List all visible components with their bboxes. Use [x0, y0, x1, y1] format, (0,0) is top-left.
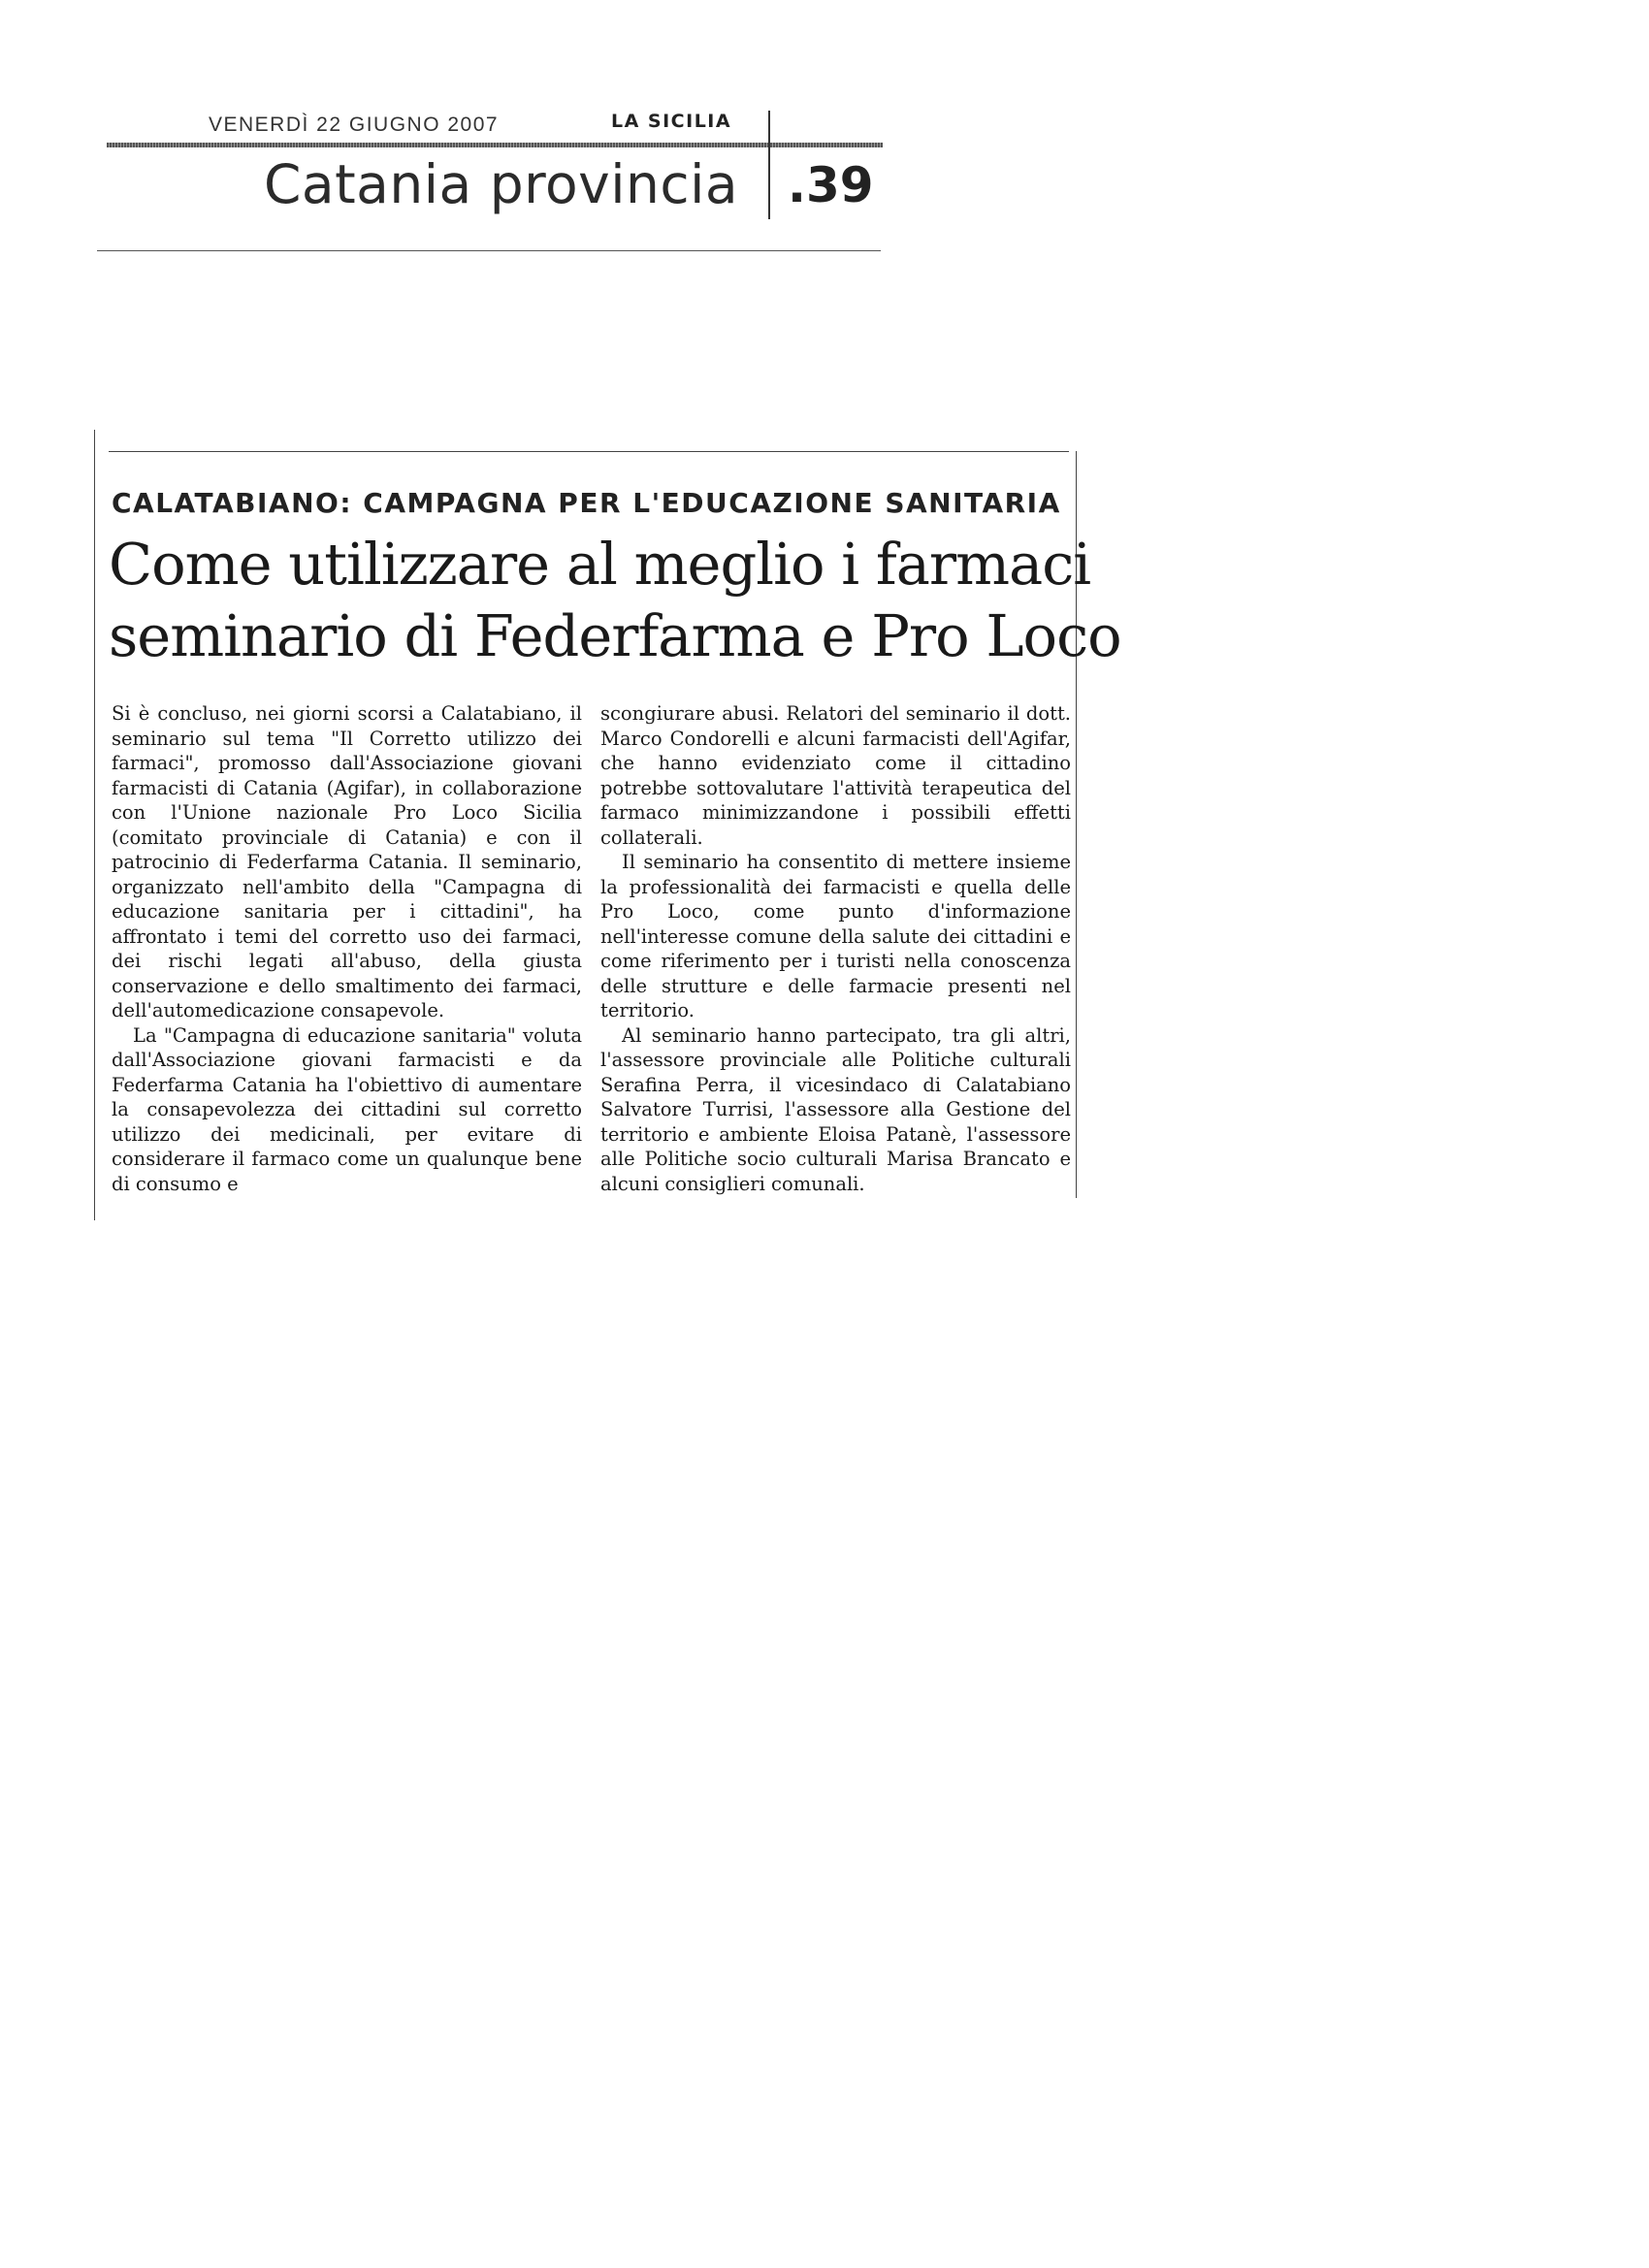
header-rule: [107, 143, 883, 147]
article-paragraph: scongiurare abusi. Relatori del seminario il dott. Marco Condorelli e alcuni farmacisti dell'Agifar, che hanno evidenziato come il cittadino potrebbe sottovalutare l'attività terapeutica del farmaco minimizzandone i possibili effetti collaterali.: [600, 702, 1071, 849]
article-column-right: [600, 701, 1071, 1196]
article-paragraph: La "Campagna di educazione sanitaria" voluta dall'Associazione giovani farmacisti e da Federfarma Catania ha l'obiettivo di aumentare la consapevolezza dei cittadini sul corretto utilizzo dei medicinali, per evitare di considerare il farmaco come un qualunque bene di consumo e: [112, 1023, 582, 1195]
headline-line-2: seminario di Federfarma e Pro Loco: [109, 602, 1121, 669]
page-number: .39: [788, 157, 874, 213]
issue-date: VENERDÌ 22 GIUGNO 2007: [209, 113, 500, 136]
headline-line-1: Come utilizzare al meglio i farmaci: [109, 531, 1091, 598]
article-column-left: [112, 701, 582, 1196]
header-divider: [768, 111, 770, 219]
article-headline: [109, 529, 1121, 672]
article-paragraph: Si è concluso, nei giorni scorsi a Calatabiano, il seminario sul tema "Il Corretto utilizzo dei farmaci", promosso dall'Associazione giovani farmacisti di Catania (Agifar), in collaborazione con l'Unione nazionale Pro Loco Sicilia (comitato provinciale di Catania) e con il patrocinio di Federfarma Catania. Il seminario, organizzato nell'ambito della "Campagna di educazione sanitaria per i cittadini", ha affrontato i temi del corretto uso dei farmaci, dei rischi legati all'abuso, della giusta conservazione e dello smaltimento dei farmaci, dell'automedicazione consapevole.: [112, 702, 582, 1021]
article-kicker: CALATABIANO: CAMPAGNA PER L'EDUCAZIONE SANITARIA: [112, 487, 1061, 519]
article-paragraph: Al seminario hanno partecipato, tra gli altri, l'assessore provinciale alle Politiche culturali Serafina Perra, il vicesindaco di Calatabiano Salvatore Turrisi, l'assessore alla Gestione del territorio e ambiente Eloisa Patanè, l'assessore alle Politiche socio culturali Marisa Brancato e alcuni consiglieri comunali.: [600, 1023, 1071, 1195]
article-left-border: [94, 430, 95, 1220]
article-paragraph: Il seminario ha consentito di mettere insieme la professionalità dei farmacisti e quella delle Pro Loco, come punto d'informazione nell'interesse comune della salute dei cittadini e come riferimento per i turisti nella conoscenza delle strutture e delle farmacie presenti nel territorio.: [600, 851, 1071, 1021]
page-header: [97, 107, 883, 262]
section-title: Catania provincia: [264, 153, 739, 215]
article: [94, 427, 1121, 1222]
header-bottom-rule: [97, 250, 881, 251]
masthead: LA SICILIA: [611, 111, 732, 132]
article-top-rule: [109, 451, 1069, 452]
